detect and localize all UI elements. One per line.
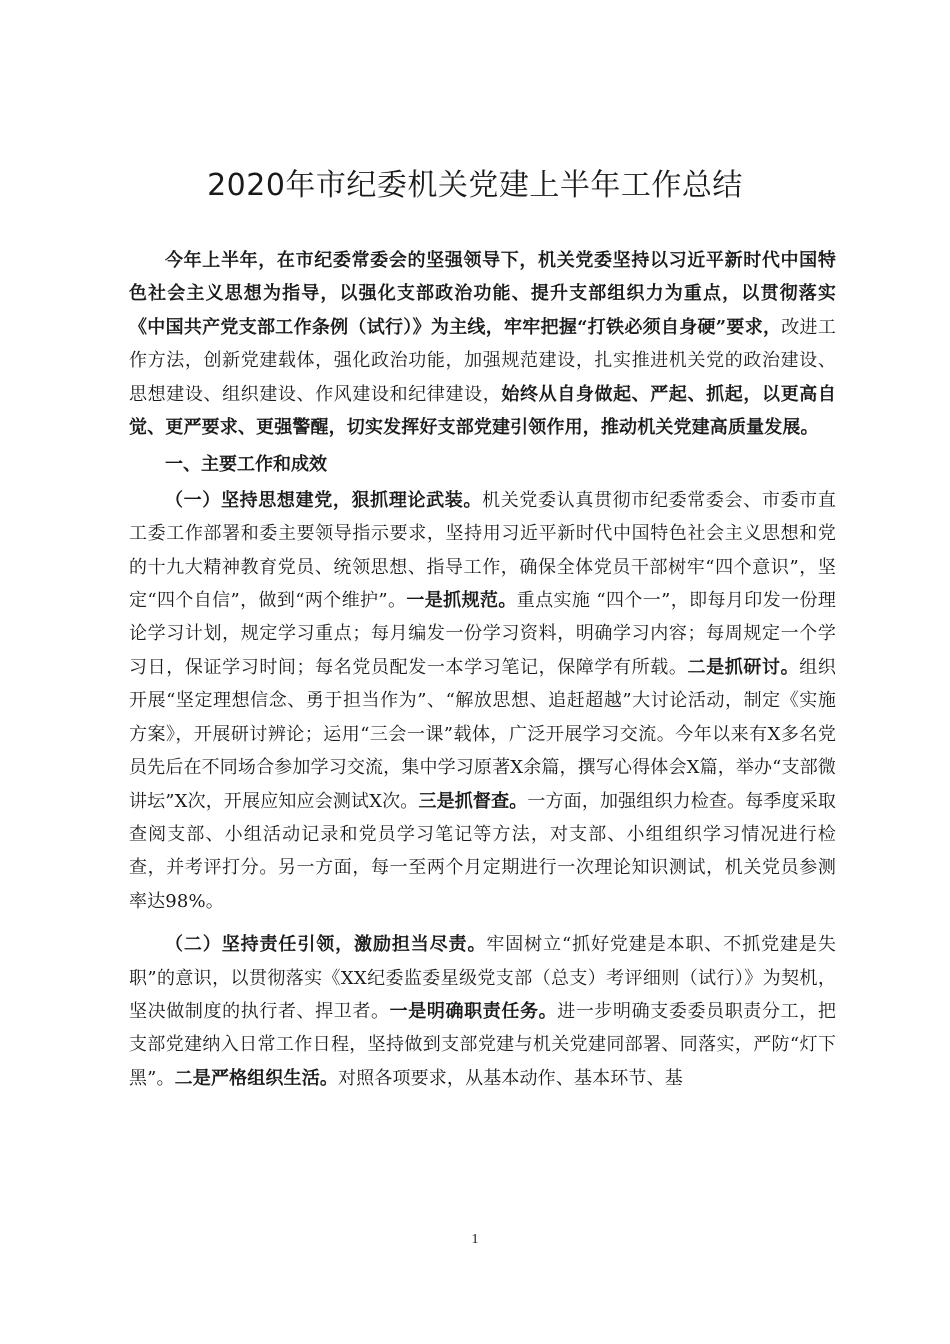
intro-paragraph [129,244,836,444]
intro-bold-1: 今年上半年，在市纪委常委会的坚强领导下，机关党委坚持以习近平新时代中国特色社会主义思想为指导，以强化支部政治功能、提升支部组织力为重点，以贯彻落实《中国共产党支部工作条例（试行）》为主线，牢牢把握“打铁必须自身硬”要求， [129,250,836,338]
document-body [129,244,836,1095]
paragraph-responsibility-bold-2: 二是严格组织生活。 [174,1067,339,1089]
paragraph-theory-bold-2: 二是抓研讨。 [687,656,800,678]
paragraph-theory-bold-3: 三是抓督查。 [418,790,528,812]
paragraph-theory-text-4: 一方面，加强组织力检查。每季度采取查阅支部、小组活动记录和党员学习笔记等方法，对支部、小组组织学习情况进行检查，并考评打分。另一方面，每一至两个月定期进行一次理论知识测试，机关党员参测率达98%。 [129,790,836,912]
page-number: 1 [471,1232,479,1247]
paragraph-responsibility-bold-1: 一是明确职责任务。 [389,1000,558,1022]
paragraph-responsibility-text-2: 进一步明确支委委员职责分工，把支部党建纳入日常工作日程，坚持做到支部党建与机关党建同部署、同落实，严防“灯下黑”。 [129,1000,836,1089]
paragraph-theory-bold-1: 一是抓规范。 [406,590,517,612]
paragraph-theory-lead: （一）坚持思想建党，狠抓理论武装。 [165,489,483,511]
intro-bold-2: 始终从自身做起、严起、抓起，以更高自觉、更严要求、更强警醒，切实发挥好支部党建引领作用，推动机关党建高质量发展。 [129,383,837,439]
document-title: 2020年市纪委机关党建上半年工作总结 [207,168,743,203]
paragraph-responsibility [129,928,836,1095]
section-heading: 一、主要工作和成效 [165,454,327,476]
paragraph-theory-text-2: 重点实施 “四个一”，即每月印发一份理论学习计划，规定学习重点；每月编发一份学习资料，明确学习内容；每周规定一个学习日，保证学习时间；每名党员配发一本学习笔记，保障学有所载。 [129,590,836,678]
intro-text-1: 改进工作方法，创新党建载体，强化政治功能，加强规范建设，扎实推进机关党的政治建设、思想建设、组织建设、作风建设和纪律建设， [129,316,836,405]
paragraph-theory-text-3: 组织开展“坚定理想信念、勇于担当作为”、“解放思想、追赶超越”大讨论活动，制定《实施方案》，开展研讨辨论；运用“三会一课”载体，广泛开展学习交流。今年以来有X多名党员先后在不同场合参加学习交流，集中学习原著X余篇，撰写心得体会X篇，举办“支部微讲坛”X次，开展应知应会测试X次。 [129,656,836,812]
paragraph-responsibility-text-1: 牢固树立“抓好党建是本职、不抓党建是失职”的意识，以贯彻落实《XX纪委监委星级党支部（总支）考评细则（试行）》为契机，坚决做制度的执行者、捍卫者。 [129,934,836,1022]
paragraph-theory-text-1: 机关党委认真贯彻市纪委常委会、市委市直工委工作部署和委主要领导指示要求，坚持用习近平新时代中国特色社会主义思想和党的十九大精神教育党员、统领思想、指导工作，确保全体党员干部树牢“四个意识”，坚定“四个自信”，做到“两个维护”。 [129,489,836,612]
paragraph-theory [129,484,836,918]
paragraph-responsibility-text-3: 对照各项要求，从基本动作、基本环节、基 [338,1067,683,1089]
paragraph-responsibility-lead: （二）坚持责任引领，激励担当尽责。 [165,934,487,956]
